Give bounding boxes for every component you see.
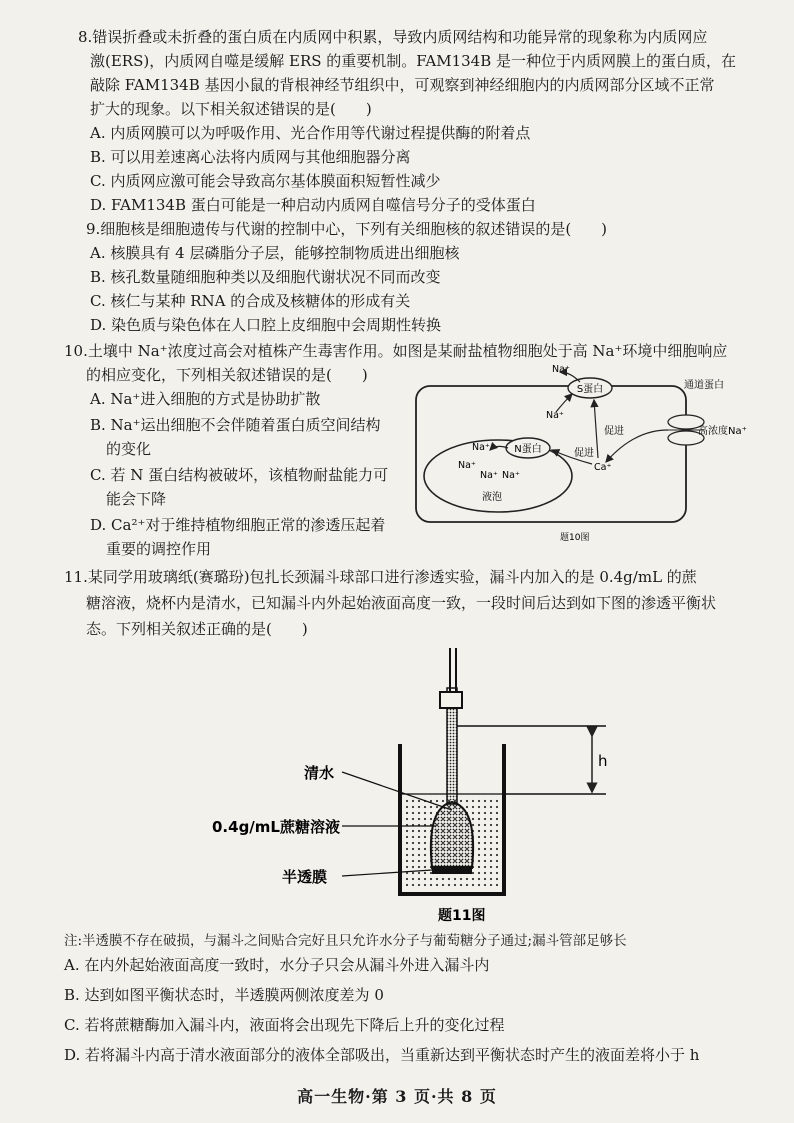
q8-stem-line-4: 扩大的现象。以下相关叙述错误的是( ) xyxy=(90,100,372,118)
q8-option-c: C. 内质网应激可能会导致高尔基体膜面积短暂性减少 xyxy=(90,172,441,190)
arrow-na-in-s xyxy=(556,394,572,412)
q10-option-b-cont: 的变化 xyxy=(106,440,152,458)
q10-option-d: D. Ca²⁺对于维持植物细胞正常的渗透压起着 xyxy=(90,516,386,534)
label-membrane: 半透膜 xyxy=(282,868,328,886)
label-sucrose: 0.4g/mL蔗糖溶液 xyxy=(212,818,340,836)
arrow-na-into-vacuole xyxy=(490,446,508,450)
q8-option-a: A. 内质网膜可以为呼吸作用、光合作用等代谢过程提供酶的附着点 xyxy=(90,124,531,142)
q10-option-b: B. Na⁺运出细胞不会伴随着蛋白质空间结构 xyxy=(90,416,381,434)
na-vacuole-1: Na⁺ xyxy=(472,442,490,453)
q10-option-d-cont: 重要的调控作用 xyxy=(106,540,212,558)
q11-stem-line-2: 糖溶液，烧杯内是清水，已知漏斗内外起始液面高度一致，一段时间后达到如下图的渗透平衡状 xyxy=(86,594,717,612)
q9-option-d: D. 染色质与染色体在人口腔上皮细胞中会周期性转换 xyxy=(90,316,442,334)
q11-stem-line-1: 11.某同学用玻璃纸(赛璐玢)包扎长颈漏斗球部口进行渗透实验，漏斗内加入的是 0.4g/mL 的蔗 xyxy=(64,568,697,586)
clamp xyxy=(440,692,462,708)
na-outside-label: Na⁺ xyxy=(552,364,570,375)
q11-stem-line-3: 态。下列相关叙述正确的是( ) xyxy=(86,620,308,638)
q10-stem-line-1: 10.土壤中 Na⁺浓度过高会对植株产生毒害作用。如图是某耐盐植物细胞处于高 Na⁺环境中细胞响应 xyxy=(64,342,728,360)
n-protein-label: N蛋白 xyxy=(514,444,542,455)
promote-label-lower: 促进 xyxy=(574,448,594,459)
label-water: 清水 xyxy=(304,764,335,782)
figure-11-osmosis-apparatus xyxy=(200,648,620,928)
figure-10-cell-diagram xyxy=(410,358,770,548)
semipermeable-membrane xyxy=(432,866,472,874)
q10-option-c: C. 若 N 蛋白结构被破坏，该植物耐盐能力可 xyxy=(90,466,389,484)
q8-option-b: B. 可以用差速离心法将内质网与其他细胞器分离 xyxy=(90,148,411,166)
na-vacuole-2: Na⁺ xyxy=(458,460,476,471)
q10-stem-line-2: 的相应变化，下列相关叙述错误的是( ) xyxy=(86,366,368,384)
funnel-tube xyxy=(447,708,457,804)
q11-option-b: B. 达到如图平衡状态时，半透膜两侧浓度差为 0 xyxy=(64,986,384,1004)
q9-option-c: C. 核仁与某种 RNA 的合成及核糖体的形成有关 xyxy=(90,292,411,310)
na-cytoplasm-label: Na⁺ xyxy=(546,410,564,421)
na-vacuole-4: Na⁺ xyxy=(502,470,520,481)
figure-10-caption: 题10图 xyxy=(560,533,590,543)
high-na-label: 高浓度Na⁺ xyxy=(698,426,747,437)
q9-stem: 9.细胞核是细胞遗传与代谢的控制中心，下列有关细胞核的叙述错误的是( ) xyxy=(86,220,608,238)
q11-option-a: A. 在内外起始液面高度一致时，水分子只会从漏斗外进入漏斗内 xyxy=(64,956,490,974)
figure-11-caption: 题11图 xyxy=(438,908,486,924)
q8-stem-line-1: 8.错误折叠或未折叠的蛋白质在内质网中积累，导致内质网结构和功能异常的现象称为内质网应 xyxy=(78,28,708,46)
ca-label: Ca⁺ xyxy=(594,462,612,473)
q11-note: 注:半透膜不存在破损，与漏斗之间贴合完好且只允许水分子与葡萄糖分子通过;漏斗管部足够长 xyxy=(64,933,627,949)
s-protein-label: S蛋白 xyxy=(576,384,604,395)
q8-stem-line-3: 敲除 FAM134B 基因小鼠的背根神经节组织中，可观察到神经细胞内的内质网部分区域不正常 xyxy=(90,76,715,94)
q9-option-a: A. 核膜具有 4 层磷脂分子层，能够控制物质进出细胞核 xyxy=(90,244,460,262)
q8-stem-line-2: 激(ERS)，内质网自噬是缓解 ERS 的重要机制。FAM134B 是一种位于内质网膜上的蛋白质，在 xyxy=(90,52,736,70)
na-vacuole-3: Na⁺ xyxy=(480,470,498,481)
label-h: h xyxy=(598,752,608,770)
channel-protein-label: 通道蛋白 xyxy=(684,380,724,391)
promote-label-upper: 促进 xyxy=(604,426,624,437)
funnel-bulb xyxy=(431,802,473,868)
q8-option-d: D. FAM134B 蛋白可能是一种启动内质网自噬信号分子的受体蛋白 xyxy=(90,196,536,214)
q9-option-b: B. 核孔数量随细胞种类以及细胞代谢状况不同而改变 xyxy=(90,268,441,286)
q11-option-c: C. 若将蔗糖酶加入漏斗内，液面将会出现先下降后上升的变化过程 xyxy=(64,1016,505,1034)
arrow-promote-s xyxy=(594,400,598,458)
q11-option-d: D. 若将漏斗内高于清水液面部分的液体全部吸出，当重新达到平衡状态时产生的液面差将小于 h xyxy=(64,1046,700,1064)
q10-option-a: A. Na⁺进入细胞的方式是协助扩散 xyxy=(90,390,321,408)
vacuole-label: 液泡 xyxy=(482,492,502,503)
q10-option-c-cont: 能会下降 xyxy=(106,490,167,508)
page-footer: 高一生物·第 3 页·共 8 页 xyxy=(297,1087,497,1106)
